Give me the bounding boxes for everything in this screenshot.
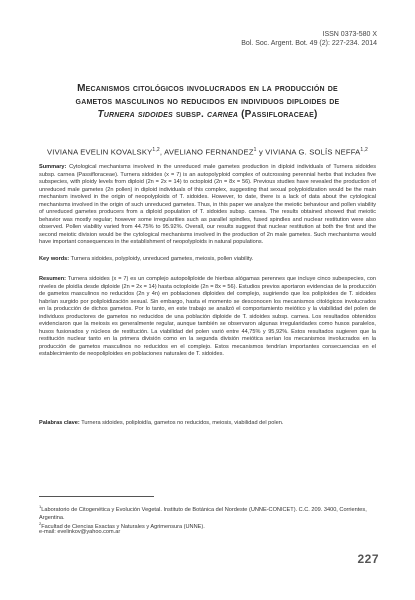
title-subspecies: carnea: [206, 109, 239, 120]
affiliation-1-text: Laboratorio de Citogenética y Evolución Vegetal. Instituto de Botánica del Nordeste (UNNE-CONICET). C.C. 209. 3400, Corrientes, Argentina.: [39, 506, 367, 521]
title-line-1: Mecanismos citológicos involucrados en la producción de: [77, 83, 338, 94]
author-email: e-mail: evelinkov@yahoo.com.ar: [39, 529, 121, 535]
resumen-label: Resumen:: [39, 276, 67, 282]
affiliation-2-text: Facultad de Ciencias Exactas y Naturales y Agrimensura (UNNE).: [41, 523, 205, 530]
title-line-2: gametos masculinos no reducidos en individuos diploides de: [75, 96, 340, 107]
resumen-paragraph: [39, 276, 376, 359]
author-2: AVELIANO FERNANDEZ: [164, 147, 254, 157]
author-sep-1: ,: [159, 147, 165, 157]
author-list: [28, 147, 387, 157]
summary-text: Cytological mechanisms involved in the unreduced male gametes production in diploid individuals of Turnera sidoides subsp. carnea (Passifloraceae). Turnera sidoides (x = 7) is an autopolyploid complex of outcrossing perennial herbs that includes five subspecies, with ploidy levels from diploid (2n = 2x = 14) to octoploid (2n = 8x = 56). Previous studies have revealed the production of unreduced male gametes (2n pollen) in diploid individuals of this complex, suggesting that sexual polyploidization would be the main mechanism involved in the origin of neopolyploids of T. sidoides. However, to date, there is a lack of data about the cytological mechanisms involved in the origin of such unreduced gametes. Thus, in this paper we analyze the meiotic behaviour and pollen viability of unreduced gametes producers from a diploid population of T. sidoides subsp. carnea. The results obtained showed that meiotic behavior was mostly regular; however some irregularities such as parallel spindles, fused spindles and nuclear restitution were also observed. Pollen viability varied from 44.75% to 95.92%. Overall, our results suggest that nuclear restitution at both the first and the second meiotic division would be the cytological mechanisms involved in the production of 2n male gametes. Such mechanisms would have important consequences in the establishment of neopolyploids in natural populations.: [39, 164, 376, 246]
title-line-3: [28, 108, 387, 121]
resumen-text: Turnera sidoides (x = 7) es un complejo autopoliploide de hierbas alógamas perennes que incluye cinco subespecies, con niveles de ploidía desde diploide (2n = 2x = 14) hasta octoploide (2n = 8x = 56). Estudios previos aportaron evidencias de la producción de gametos masculinos no reducidos (2n y 4n) en poblaciones diploides del complejo, sugiriendo que los poliploides de T. sidoides habrían surgido por poliploidización sexual. Sin embargo, hasta el momento se desconocen los mecanismos citológicos involucrados en la producción de dichos gametos. Por lo tanto, en este trabajo se analizó el comportamiento meiótico y la viabilidad del polen de individuos productores de gametos no reducidos de una población diploide de T. sidoides subsp. carnea. Los resultados obtenidos evidenciaron que la meiosis es generalmente regular, aunque también se observaron algunas irregularidades como husos paralelos, husos fusionados y núcleos de restitución. La viabilidad del polen varió entre 44,75% y 95,92%. Estos resultados sugieren que la restitución nuclear tanto en la primera división como en la segunda división meiótica serían los mecanismos involucrados en la producción de gametos masculinos no reducidos en el complejo. Estos mecanismos tendrían importantes consecuencias en el establecimiento de neopoliploides en poblaciones naturales de T. sidoides.: [39, 276, 376, 358]
keywords-en-text: Turnera sidoides, polyploidy, unreduced gametes, meiosis, pollen viability.: [69, 256, 254, 262]
footnote-divider: [39, 496, 154, 497]
summary-label: Summary:: [39, 164, 67, 170]
author-3: VIVIANA G. SOLÍS NEFFA: [265, 147, 361, 157]
citation-text: Bol. Soc. Argent. Bot. 49 (2): 227-234. 2014: [241, 40, 377, 47]
page-number: 227: [357, 552, 379, 566]
summary-paragraph: [39, 164, 376, 247]
affiliation-1-marker: 1: [39, 504, 42, 509]
keywords-es-label: Palabras clave:: [39, 420, 80, 426]
keywords-es-text: Turnera sidoides, poliploidía, gametos no reducidos, meiosis, viabilidad del polen.: [79, 420, 284, 426]
title-subsp: subsp.: [172, 109, 207, 120]
author-1-affil: 1,2: [152, 147, 160, 153]
keywords-english: [39, 256, 376, 264]
affiliation-2-marker: 2: [39, 521, 42, 526]
journal-header: [241, 30, 377, 48]
author-2-affil: 1: [253, 147, 257, 153]
keywords-en-label: Key words:: [39, 256, 70, 262]
issn-text: ISSN 0373-580 X: [322, 31, 377, 38]
title-species: Turnera sidoides: [97, 109, 173, 120]
author-3-affil: 1,2: [360, 147, 368, 153]
article-title: [28, 82, 387, 121]
author-sep-2: y: [256, 147, 266, 157]
title-family: (Passifloraceae): [238, 109, 318, 120]
author-1: VIVIANA EVELIN KOVALSKY: [47, 147, 153, 157]
keywords-spanish: [39, 420, 376, 428]
